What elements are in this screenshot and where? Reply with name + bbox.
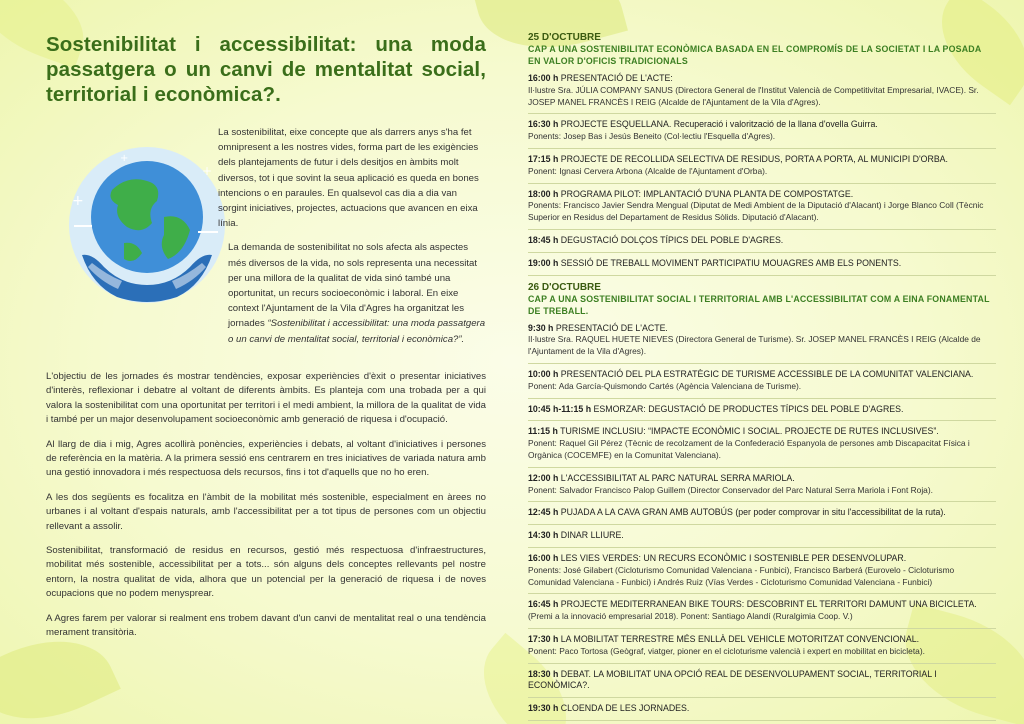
- schedule-item: [528, 507, 996, 525]
- schedule-item: [528, 473, 996, 503]
- body-paragraph-1: L'objectiu de les jornades és mostrar tendències, exposar experiències d'èxit o presentar iniciatives d'interès, reflexionar i debatre al voltant de diferents àmbits. Es planteja com una trobada per a qui valora la sostenibilitat com una oportunitat per territori i el medi ambient, la millora de la qualitat de vida i també per un major desenvolupament socioeconòmic amb generació de riquesa i d'ocupació.: [46, 371, 486, 426]
- day2-schedule: [528, 323, 996, 721]
- day1-subtitle: CAP A UNA SOSTENIBILITAT ECONÒMICA BASADA EN EL COMPROMÍS DE LA SOCIETAT I LA POSADA EN VALOR D'OFICIS TRADICIONALS: [528, 44, 982, 66]
- schedule-item-heading: [528, 530, 996, 542]
- schedule-item-heading: [528, 235, 996, 247]
- schedule-time: 10:45 h-11:15 h: [528, 403, 592, 414]
- schedule-title: PRESENTACIÓ DEL PLA ESTRATÈGIC DE TURISME ACCESSIBLE DE LA COMUNITAT VALENCIANA.: [560, 368, 974, 379]
- schedule-title: PUJADA A LA CAVA GRAN AMB AUTOBÚS (per poder comprovar in situ l'accessibilitat de la ruta).: [560, 507, 946, 518]
- schedule-time: 19:00 h: [528, 257, 559, 268]
- intro-paragraph-2-italic: “Sostenibilitat i accessibilitat: una moda passatgera o un canvi de mentalitat social, territorial i econòmica?”.: [228, 318, 486, 345]
- schedule-time: 12:00 h: [528, 472, 559, 483]
- schedule-item-heading: [528, 404, 996, 416]
- schedule-speakers: Ponent: Ignasi Cervera Arbona (Alcalde de l'Ajuntament d'Orba).: [528, 165, 768, 176]
- schedule-item: [528, 323, 996, 364]
- page-title: Sostenibilitat i accessibilitat: una moda passatgera o un canvi de mentalitat social, territorial i econòmica?.: [46, 33, 486, 106]
- day2-date: 26 D'OCTUBRE: [528, 281, 601, 293]
- schedule-time: 16:45 h: [528, 599, 559, 610]
- schedule-item: [528, 235, 996, 253]
- day1-date: 25 D'OCTUBRE: [528, 32, 601, 43]
- schedule-item-heading: [528, 189, 996, 201]
- intro-section: [46, 125, 486, 360]
- schedule-title: PROJECTE ESQUELLANA. Recuperació i valorització de la llana d'ovella Guirra.: [560, 119, 878, 130]
- schedule-item: [528, 73, 996, 114]
- schedule-title: ESMORZAR: DEGUSTACIÓ DE PRODUCTES TÍPICS DEL POBLE D'AGRES.: [593, 403, 904, 414]
- schedule-item: [528, 599, 996, 629]
- schedule-title: LA MOBILITAT TERRESTRE MÉS ENLLÀ DEL VEHICLE MOTORITZAT CONVENCIONAL.: [560, 633, 920, 644]
- schedule-item-heading: [528, 703, 996, 715]
- schedule-title: LES VIES VERDES: UN RECURS ECONÒMIC I SOSTENIBLE PER DESENVOLUPAR.: [560, 552, 907, 563]
- schedule-title: L'ACCESSIBILITAT AL PARC NATURAL SERRA MARIOLA.: [560, 472, 795, 483]
- schedule-speakers: Ponent: Ada García-Quismondo Cartés (Agència Valenciana de Turisme).: [528, 380, 802, 391]
- schedule-title: DINAR LLIURE.: [560, 530, 624, 541]
- schedule-speakers: Il·lustre Sra. RAQUEL HUETE NIEVES (Directora General de Turisme). Sr. JOSEP MANEL FRANCÈS I REIG (Alcalde de l'Ajuntament de la Vila d'Agres).: [528, 334, 981, 357]
- schedule-item: [528, 634, 996, 664]
- schedule-item: [528, 154, 996, 184]
- schedule-item-heading: [528, 599, 996, 611]
- schedule-item-heading: [528, 426, 996, 438]
- schedule-title: PROJECTE DE RECOLLIDA SELECTIVA DE RESIDUS, PORTA A PORTA, AL MUNICIPI D'ORBA.: [560, 153, 948, 164]
- schedule-item-heading: [528, 669, 996, 693]
- intro-paragraph-2: [46, 240, 486, 346]
- body-paragraph-2: Al llarg de dia i mig, Agres acollirà ponències, experiències i debats, al voltant d'iniciatives i persones de referència en la matèria. A la primera sessió ens centrarem en tres iniciatives de variada natura amb una gestió innovadora i més respectuosa dels recursos, fins i tot d'aquells que no ho eren.: [46, 438, 486, 479]
- schedule-title: PROGRAMA PILOT: IMPLANTACIÓ D'UNA PLANTA DE COMPOSTATGE.: [560, 188, 854, 199]
- body-paragraph-5: A Agres farem per valorar si realment ens trobem davant d'un canvi de mentalitat real o una tendència merament transitòria.: [46, 612, 486, 639]
- schedule-title: PRESENTACIÓ DE L'ACTE.: [555, 322, 668, 333]
- schedule-time: 17:15 h: [528, 153, 559, 164]
- svg-text:+: +: [72, 193, 84, 209]
- schedule-speakers: Ponents: José Gilabert (Cicloturismo Comunidad Valenciana - Funbici), Francisco Barberá (Eurovelo - Cicloturismo Comunidad Valenciana - Funbici) i Andrés Ruiz (Vías Verdes - Cicloturismo Comunidad Valenciana - Funbici): [528, 564, 955, 587]
- schedule-item-heading: [528, 73, 996, 85]
- schedule-time: 12:45 h: [528, 507, 559, 518]
- svg-text:+: +: [202, 164, 213, 178]
- schedule-item: [528, 530, 996, 548]
- schedule-item: [528, 553, 996, 594]
- schedule-item-heading: [528, 258, 996, 270]
- schedule-item: [528, 703, 996, 721]
- schedule-item-heading: [528, 119, 996, 131]
- schedule-speakers: Ponents: Francisco Javier Sendra Mengual (Diputat de Medi Ambient de la Diputació d'Alacant) i Jorge Blanco Coll (Tècnic Superior en Residus del Departament de Residus Sòlids. Diputació d'Alacant).: [528, 200, 984, 223]
- schedule-title: DEBAT. LA MOBILITAT UNA OPCIÓ REAL DE DESENVOLUPAMENT SOCIAL, TERRITORIAL I ECONÒMICA?.: [528, 668, 937, 691]
- schedule-time: 11:15 h: [528, 426, 558, 437]
- program-column: [528, 30, 996, 724]
- schedule-speakers: Ponents: Josep Bas i Jesús Beneito (Col·lectiu l'Esquella d'Agres).: [528, 131, 776, 142]
- schedule-time: 16:00 h: [528, 73, 559, 83]
- schedule-title: PROJECTE MEDITERRANEAN BIKE TOURS: DESCOBRINT EL TERRITORI DAMUNT UNA BICICLETA.: [560, 599, 977, 610]
- day2-subtitle: CAP A UNA SOSTENIBILITAT SOCIAL I TERRITORIAL AMB L'ACCESSIBILITAT COM A EINA FONAMENTAL DE TREBALL.: [528, 293, 990, 316]
- schedule-title: TURISME INCLUSIU: “IMPACTE ECONÒMIC I SOCIAL. PROJECTE DE RUTES INCLUSIVES”.: [560, 426, 939, 437]
- schedule-time: 16:00 h: [528, 552, 559, 563]
- schedule-time: 16:30 h: [528, 119, 559, 130]
- schedule-time: 17:30 h: [528, 633, 559, 644]
- schedule-title: PRESENTACIÓ DE L'ACTE:: [560, 73, 673, 83]
- schedule-time: 18:30 h: [528, 668, 559, 679]
- intro-text: [46, 125, 486, 356]
- schedule-item: [528, 426, 996, 467]
- schedule-time: 18:00 h: [528, 188, 559, 199]
- day1-schedule: [528, 73, 996, 276]
- schedule-item: [528, 369, 996, 399]
- left-column: [46, 32, 486, 641]
- schedule-item-heading: [528, 154, 996, 166]
- schedule-time: 9:30 h: [528, 322, 554, 333]
- schedule-time: 19:30 h: [528, 703, 559, 714]
- schedule-item: [528, 404, 996, 422]
- schedule-speakers: Ponent: Paco Tortosa (Geògraf, viatger, pioner en el cicloturisme valencià i expert en mobilitat en bicicleta).: [528, 645, 925, 656]
- svg-text:+: +: [120, 153, 129, 164]
- schedule-item-heading: [528, 323, 996, 335]
- schedule-time: 18:45 h: [528, 234, 559, 245]
- schedule-time: 14:30 h: [528, 530, 559, 541]
- schedule-title: SESSIÓ DE TREBALL MOVIMENT PARTICIPATIU MOUAGRES AMB ELS PONENTS.: [560, 257, 902, 268]
- schedule-speakers: Ponent: Salvador Francisco Palop Guillem (Director Conservador del Parc Natural Serra Mariola i Font Roja).: [528, 484, 933, 495]
- body-paragraph-3: A les dos següents es focalitza en l'àmbit de la mobilitat més sostenible, especialment en àrees no urbanes i al voltant d'espais naturals, amb l'accessibilitat per a tot tipus de persones com un objectiu rellevant a assolir.: [46, 491, 486, 532]
- schedule-item-heading: [528, 553, 996, 565]
- schedule-item: [528, 189, 996, 230]
- schedule-item-heading: [528, 473, 996, 485]
- intro-paragraph-2-text: La demanda de sostenibilitat no sols afecta als aspectes més diversos de la vida, no sols representa una necessitat per una millora de la qualitat de vida sinó també una oportunitat, un recurs socioeconòmic i laboral. En eixe context l'Ajuntament de la Vila d'Agres ha organitzat les jornades: [228, 242, 478, 330]
- schedule-title: CLOENDA DE LES JORNADES.: [560, 703, 690, 714]
- schedule-item-heading: [528, 369, 996, 381]
- schedule-item-heading: [528, 507, 996, 519]
- schedule-speakers: (Premi a la innovació empresarial 2018). Ponent: Santiago Alandí (Ruralgimia Coop. V.): [528, 611, 853, 622]
- intro-paragraph-1: La sostenibilitat, eixe concepte que als darrers anys s'ha fet omnipresent a les nostres vides, forma part de les exigències dels plantejaments de futur i dels desitjos en àmbits molt diversos, tot i que sovint la seua aplicació es queda en bones intencions o en paraules. En qualsevol cas dia a dia van sorgint iniciatives, projectes, actuacions que avancen en eixa línia.: [218, 127, 479, 230]
- schedule-item: [528, 119, 996, 149]
- schedule-item: [528, 669, 996, 699]
- schedule-time: 10:00 h: [528, 368, 559, 379]
- schedule-speakers: Il·lustre Sra. JÚLIA COMPANY SANUS (Directora General de l'Institut Valencià de Competitivitat Empresarial, IVACE). Sr. JOSEP MANEL FRANCÈS I REIG (Alcalde de l'Ajuntament de la Vila d'Agres).: [528, 84, 979, 107]
- schedule-speakers: Ponent: Raquel Gil Pérez (Tècnic de recolzament de la Confederació Espanyola de persones amb Discapacitat Física i Orgànica (COCEMFE) en la Comunitat Valenciana).: [528, 438, 970, 460]
- schedule-item-heading: [528, 634, 996, 646]
- schedule-title: DEGUSTACIÓ DOLÇOS TÍPICS DEL POBLE D'AGRES.: [560, 234, 784, 245]
- schedule-item: [528, 258, 996, 276]
- body-paragraph-4: Sostenibilitat, transformació de residus en recursos, gestió més respectuosa d'infraestructures, mobilitat més sostenible, accessibilitat per a tots... són alguns dels conceptes rellevants pel nostre entorn, la nostra qualitat de vida, alhora que un potencial per la generació de riquesa i de noves ocupacions que no podem menysprear.: [46, 545, 486, 600]
